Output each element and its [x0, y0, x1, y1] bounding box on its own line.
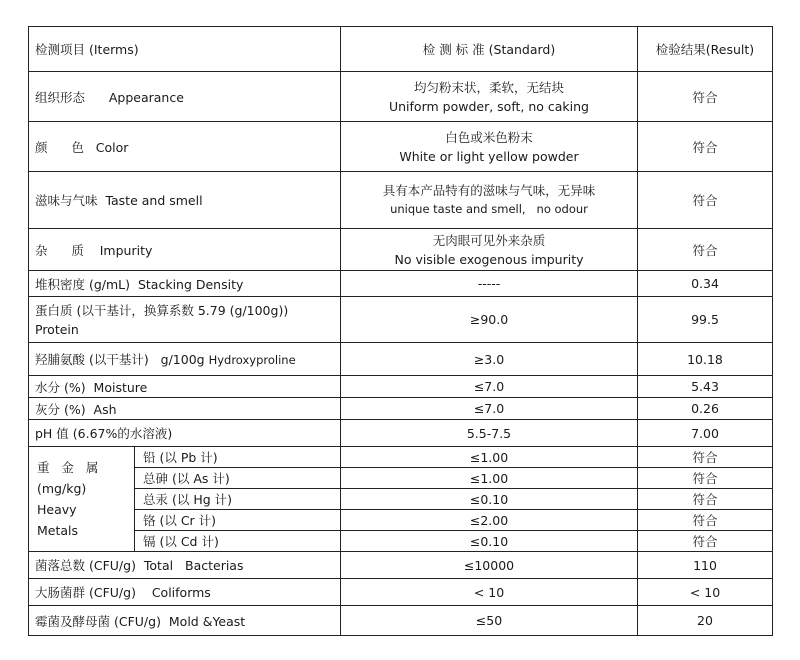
row-result: 5.43	[638, 376, 773, 398]
row-result: 7.00	[638, 420, 773, 447]
metal-name: 铅 (以 Pb 计)	[135, 447, 341, 468]
row-item	[29, 297, 341, 343]
heavy-metals-cn: 重 金 属	[37, 460, 99, 475]
metal-name: 铬 (以 Cr 计)	[135, 510, 341, 531]
row-result: 符合	[638, 229, 773, 271]
table-row	[29, 552, 773, 579]
standard-cn: 具有本产品特有的滋味与气味，无异味	[382, 183, 596, 198]
row-standard: ≤7.0	[341, 376, 638, 398]
metal-result: 符合	[638, 468, 773, 489]
table-row	[29, 343, 773, 376]
row-item: 组织形态 Appearance	[29, 72, 341, 122]
row-standard: 5.5-7.5	[341, 420, 638, 447]
table-row	[29, 579, 773, 606]
heavy-metal-row	[29, 510, 773, 531]
table-row	[29, 122, 773, 172]
standard-cn: 均匀粉末状，柔软，无结块	[413, 79, 564, 95]
metal-standard: ≤2.00	[341, 510, 638, 531]
table-row	[29, 398, 773, 420]
row-result: 0.34	[638, 271, 773, 297]
table-row	[29, 271, 773, 297]
row-result: 110	[638, 552, 773, 579]
row-item: 菌落总数 (CFU/g) Total Bacterias	[29, 552, 341, 579]
row-standard: ≤10000	[341, 552, 638, 579]
row-item: pH 值 (6.67%的水溶液)	[29, 420, 341, 447]
row-item-cn: 蛋白质 (以干基计，换算系数 5.79 (g/100g))	[35, 302, 289, 318]
table-row	[29, 172, 773, 229]
metal-name: 总砷 (以 As 计)	[135, 468, 341, 489]
heavy-metals-unit: (mg/kg)	[37, 481, 87, 496]
row-result: 20	[638, 606, 773, 636]
row-item: 灰分 (%) Ash	[29, 398, 341, 420]
heavy-metal-row	[29, 531, 773, 552]
table-row	[29, 606, 773, 636]
row-standard: -----	[341, 271, 638, 297]
inspection-table	[28, 26, 773, 636]
row-item: 大肠菌群 (CFU/g) Coliforms	[29, 579, 341, 606]
row-item: 水分 (%) Moisture	[29, 376, 341, 398]
header-result: 检验结果(Result)	[638, 27, 773, 72]
row-standard: ≤50	[341, 606, 638, 636]
table-row	[29, 297, 773, 343]
row-item: 霉菌及酵母菌 (CFU/g) Mold &Yeast	[29, 606, 341, 636]
row-item: 杂 质 Impurity	[29, 229, 341, 271]
table-row	[29, 229, 773, 271]
heavy-metal-row	[29, 489, 773, 510]
table-row	[29, 72, 773, 122]
row-standard	[341, 229, 638, 271]
metal-result: 符合	[638, 510, 773, 531]
header-item: 检测项目 (Iterms)	[29, 27, 341, 72]
row-result: 99.5	[638, 297, 773, 343]
row-standard: ≥90.0	[341, 297, 638, 343]
spec-sheet	[28, 26, 773, 636]
standard-cn: 无肉眼可见外来杂质	[432, 232, 546, 248]
row-result: 符合	[638, 72, 773, 122]
metal-standard: ≤1.00	[341, 468, 638, 489]
metal-standard: ≤1.00	[341, 447, 638, 468]
metal-result: 符合	[638, 447, 773, 468]
metal-name: 镉 (以 Cd 计)	[135, 531, 341, 552]
standard-en: White or light yellow powder	[399, 148, 579, 164]
metal-result: 符合	[638, 531, 773, 552]
row-result: 符合	[638, 122, 773, 172]
metal-name: 总汞 (以 Hg 计)	[135, 489, 341, 510]
row-standard	[341, 122, 638, 172]
header-row	[29, 27, 773, 72]
metal-standard: ≤0.10	[341, 531, 638, 552]
heavy-metal-row	[29, 447, 773, 468]
row-standard: ≤7.0	[341, 398, 638, 420]
table-row	[29, 420, 773, 447]
row-result: 0.26	[638, 398, 773, 420]
row-item: 堆积密度 (g/mL) Stacking Density	[29, 271, 341, 297]
standard-en: Uniform powder, soft, no caking	[388, 98, 589, 114]
row-standard: < 10	[341, 579, 638, 606]
row-item: 颜 色 Color	[29, 122, 341, 172]
standard-en: No visible exogenous impurity	[394, 251, 584, 267]
standard-cn: 白色或米色粉末	[445, 129, 533, 145]
row-item: 滋味与气味 Taste and smell	[29, 172, 341, 229]
standard-en: unique taste and smell, no odour	[390, 202, 588, 216]
row-item-cn: 羟脯氨酸 (以干基计) g/100g	[35, 352, 205, 367]
row-standard	[341, 172, 638, 229]
row-result: < 10	[638, 579, 773, 606]
table-row	[29, 376, 773, 398]
row-item-en: Protein	[35, 321, 79, 337]
heavy-metals-en1: Heavy	[37, 502, 77, 517]
row-item	[29, 343, 341, 376]
metal-standard: ≤0.10	[341, 489, 638, 510]
row-standard	[341, 72, 638, 122]
metal-result: 符合	[638, 489, 773, 510]
heavy-metal-row	[29, 468, 773, 489]
row-result: 10.18	[638, 343, 773, 376]
heavy-metals-en2: Metals	[37, 523, 79, 538]
row-result: 符合	[638, 172, 773, 229]
row-item-en: Hydroxyproline	[208, 353, 296, 367]
row-standard: ≥3.0	[341, 343, 638, 376]
header-standard: 检 测 标 准 (Standard)	[341, 27, 638, 72]
heavy-metals-label	[29, 447, 135, 552]
